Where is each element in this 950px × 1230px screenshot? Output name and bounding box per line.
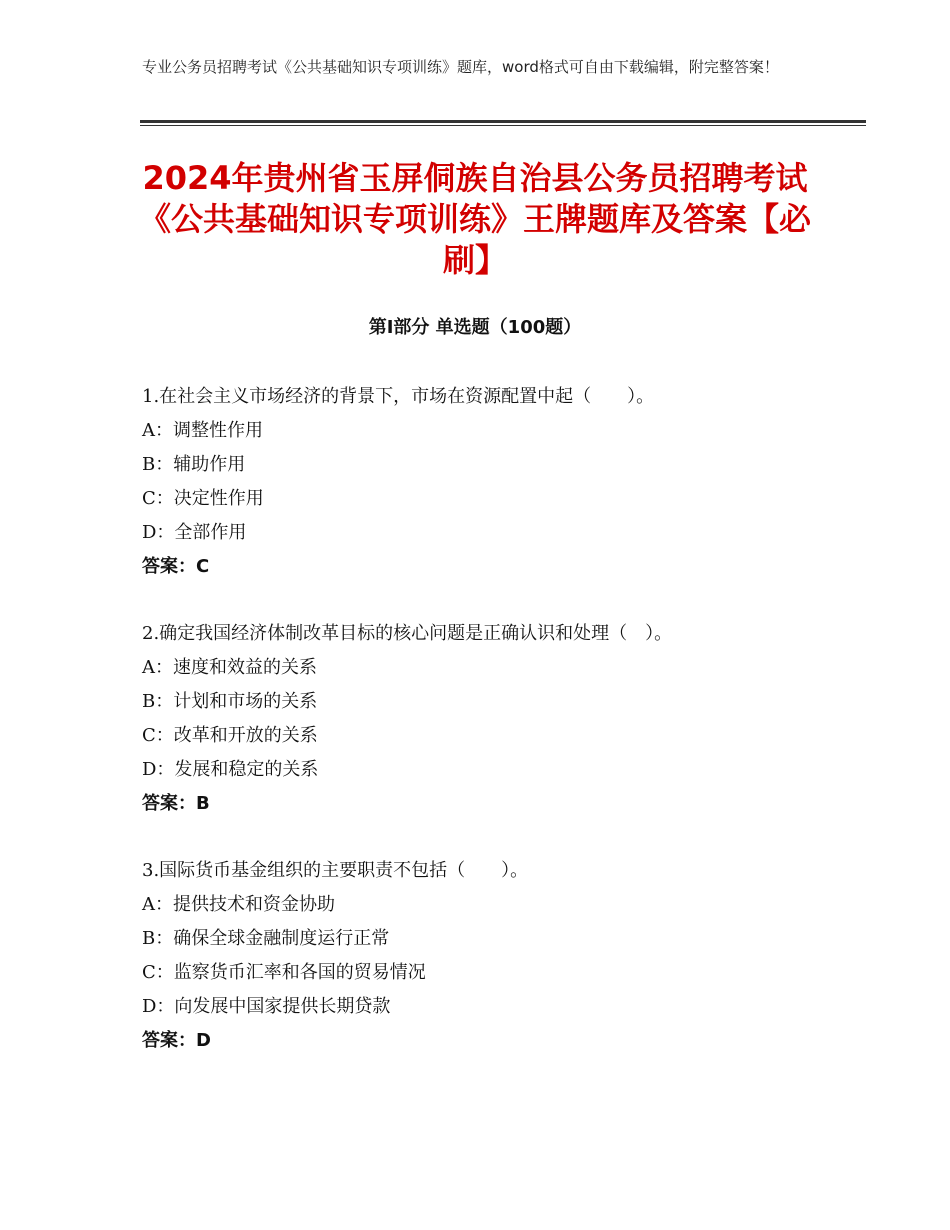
option-d: D：向发展中国家提供长期贷款 (142, 996, 391, 1017)
option-a: A：提供技术和资金协助 (142, 894, 335, 915)
option-c: C：决定性作用 (142, 488, 264, 509)
option-c: C：改革和开放的关系 (142, 725, 318, 746)
question-3 (142, 854, 862, 1058)
question-text: 2.确定我国经济体制改革目标的核心问题是正确认识和处理（ ）。 (142, 623, 673, 644)
question-text: 1.在社会主义市场经济的背景下，市场在资源配置中起（ ）。 (142, 386, 655, 407)
header-note: 专业公务员招聘考试《公共基础知识专项训练》题库，word格式可自由下载编辑，附完整答案！ (142, 58, 779, 76)
question-1 (142, 380, 862, 584)
option-b: B：辅助作用 (142, 454, 246, 475)
question-text: 3.国际货币基金组织的主要职责不包括（ ）。 (142, 860, 529, 881)
section-heading: 第Ⅰ部分 单选题（100题） (368, 317, 582, 338)
option-a: A：速度和效益的关系 (142, 657, 317, 678)
header-rule-thin (140, 125, 866, 126)
option-d: D：全部作用 (142, 522, 247, 543)
question-2 (142, 617, 862, 821)
option-d: D：发展和稳定的关系 (142, 759, 319, 780)
option-b: B：确保全球金融制度运行正常 (142, 928, 390, 949)
header-rule-thick (140, 120, 866, 123)
option-a: A：调整性作用 (142, 420, 263, 441)
question-list (142, 380, 862, 1091)
document-title: 2024年贵州省玉屏侗族自治县公务员招聘考试《公共基础知识专项训练》王牌题库及答案【必刷】 (138, 159, 811, 279)
option-c: C：监察货币汇率和各国的贸易情况 (142, 962, 426, 983)
answer-label: 答案：B (142, 793, 210, 814)
option-b: B：计划和市场的关系 (142, 691, 318, 712)
answer-label: 答案：C (142, 556, 210, 577)
answer-label: 答案：D (142, 1030, 211, 1051)
